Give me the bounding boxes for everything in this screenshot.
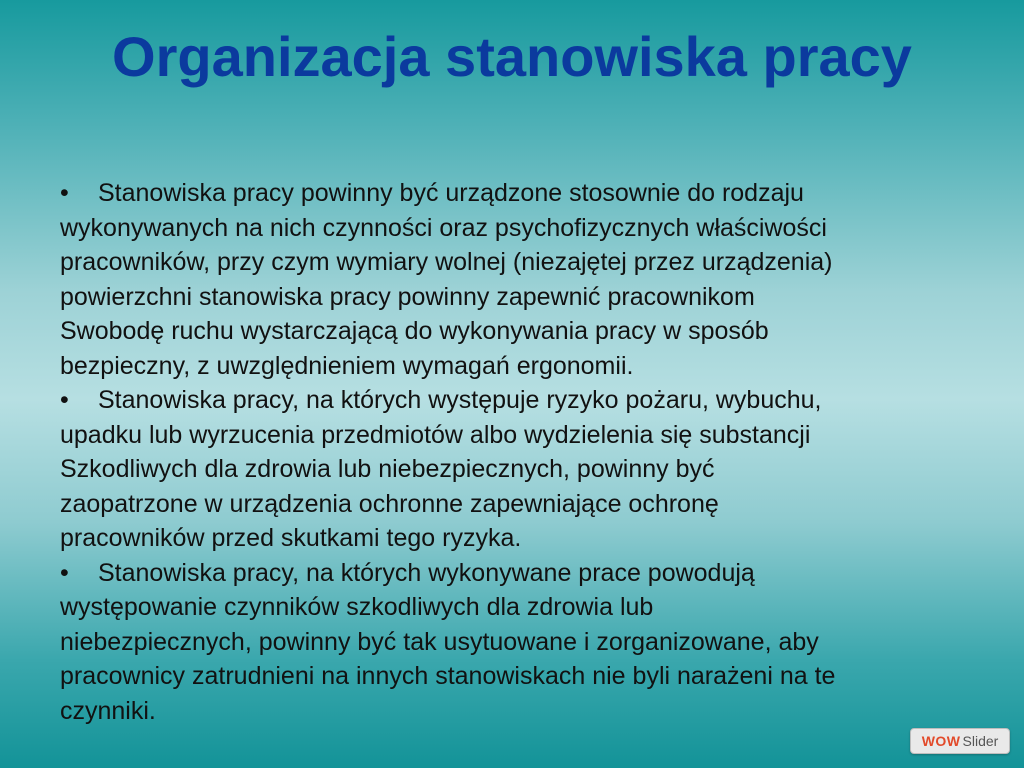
slide-title: Organizacja stanowiska pracy <box>112 25 912 88</box>
bullet-paragraph-2 <box>60 383 970 556</box>
bullet-line: powierzchni stanowiska pracy powinny zapewnić pracownikom <box>60 282 755 311</box>
wowslider-watermark[interactable] <box>910 728 1010 754</box>
bullet-text: Stanowiska pracy, na których wykonywane prace powodują <box>98 558 755 587</box>
bullet-line: pracownicy zatrudnieni na innych stanowiskach nie byli narażeni na te <box>60 662 836 690</box>
watermark-wow: WOW <box>921 733 961 749</box>
bullet-line: bezpieczny, z uwzględnieniem wymagań ergonomii. <box>60 351 634 380</box>
bullet-text: Stanowiska pracy powinny być urządzone stosownie do rodzaju <box>98 179 804 207</box>
bullet-line: wykonywanych na nich czynności oraz psychofizycznych właściwości <box>60 213 827 242</box>
watermark-slider: Slider <box>962 733 999 749</box>
bullet-line: upadku lub wyrzucenia przedmiotów albo wydzielenia się substancji <box>60 420 811 449</box>
bullet-paragraph-1 <box>60 176 970 383</box>
bullet-icon: • <box>60 179 69 207</box>
bullet-paragraph-3 <box>60 556 970 729</box>
bullet-text: Stanowiska pracy, na których występuje ryzyko pożaru, wybuchu, <box>98 386 822 414</box>
slide-content <box>60 176 970 728</box>
bullet-line: pracowników, przy czym wymiary wolnej (niezajętej przez urządzenia) <box>60 248 833 276</box>
bullet-line: zaopatrzone w urządzenia ochronne zapewniające ochronę <box>60 489 719 518</box>
bullet-line: czynniki. <box>60 696 156 725</box>
bullet-icon: • <box>60 386 69 414</box>
bullet-icon: • <box>60 558 69 587</box>
bullet-line: pracowników przed skutkami tego ryzyka. <box>60 524 522 552</box>
bullet-line: występowanie czynników szkodliwych dla zdrowia lub <box>60 593 654 621</box>
bullet-line: niebezpiecznych, powinny być tak usytuowane i zorganizowane, aby <box>60 627 819 656</box>
bullet-line <box>60 176 970 211</box>
bullet-line: Swobodę ruchu wystarczającą do wykonywania pracy w sposób <box>60 317 769 345</box>
bullet-line: Szkodliwych dla zdrowia lub niebezpiecznych, powinny być <box>60 455 715 483</box>
bullet-line <box>60 383 970 418</box>
bullet-line <box>60 556 970 591</box>
